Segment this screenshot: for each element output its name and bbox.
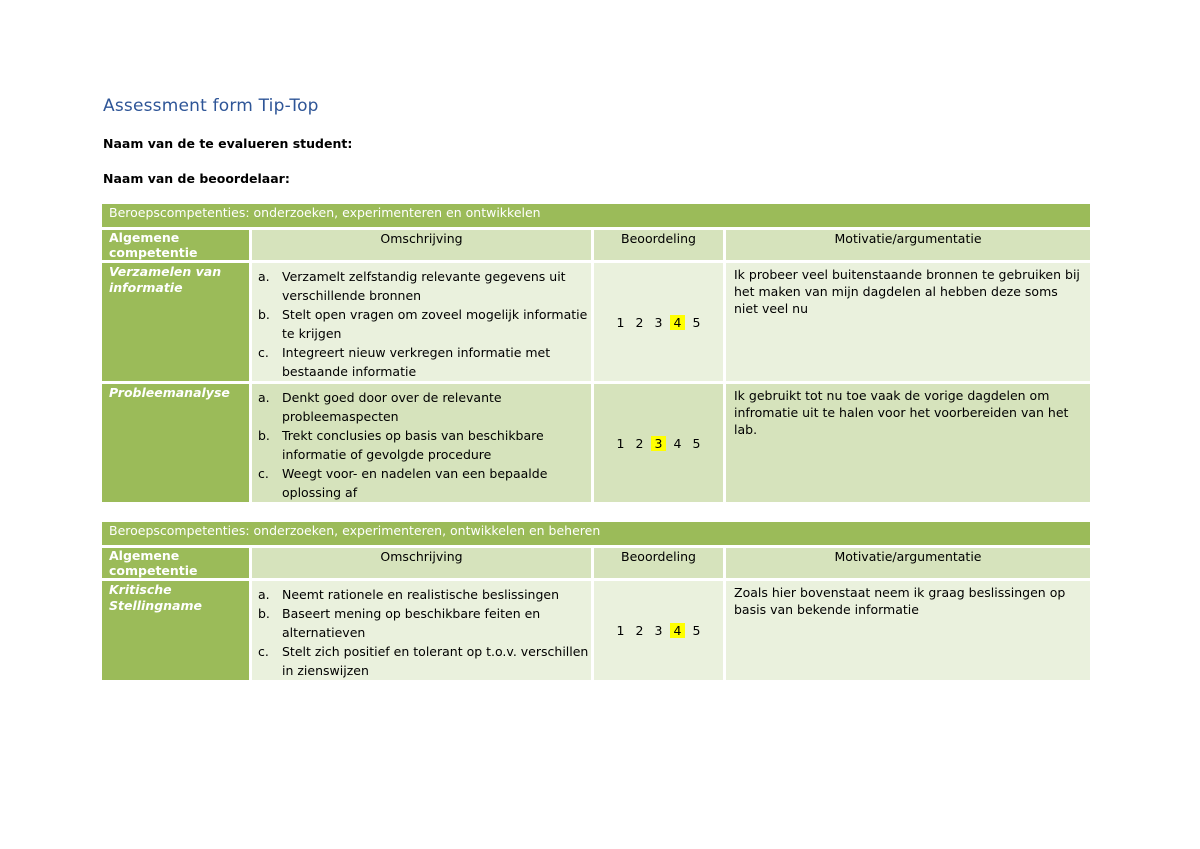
- motivation-text: Zoals hier bovenstaat neem ik graag beslissingen op basis van bekende informatie: [726, 581, 1090, 680]
- list-item: b. Trekt conclusies op basis van beschikbare informatie of gevolgde procedure: [258, 428, 544, 462]
- rating-option-selected: 3: [651, 436, 666, 451]
- competence-name: Verzamelen van informatie: [102, 263, 252, 384]
- rating-scale: [594, 384, 726, 502]
- page-title: Assessment form Tip-Top: [103, 96, 319, 116]
- table-row: [102, 581, 1090, 680]
- section-title: Beroepscompetenties: onderzoeken, experimenteren en ontwikkelen: [102, 204, 1090, 230]
- header-description: Omschrijving: [252, 548, 594, 581]
- rating-option-selected: 4: [670, 623, 685, 638]
- description-list: [252, 581, 594, 680]
- list-item: a. Neemt rationele en realistische beslissingen: [258, 587, 560, 602]
- rating-option: 2: [635, 623, 644, 638]
- rating-option: 4: [673, 435, 682, 451]
- rating-option: 3: [654, 314, 663, 330]
- section-title: Beroepscompetenties: onderzoeken, experimenteren, ontwikkelen en beheren: [102, 522, 1090, 548]
- description-list: [252, 384, 594, 502]
- rating-option: 5: [692, 435, 701, 451]
- rating-option: 5: [692, 623, 701, 638]
- assessor-name-label: Naam van de beoordelaar:: [103, 171, 290, 186]
- list-item: a. Verzamelt zelfstandig relevante gegevens uit verschillende bronnen: [258, 269, 566, 303]
- rating-scale: [594, 263, 726, 384]
- list-item: c. Stelt zich positief en tolerant op t.o.v. verschillen in zienswijzen: [258, 644, 589, 678]
- list-item: b. Baseert mening op beschikbare feiten en alternatieven: [258, 606, 541, 640]
- rating-option-selected: 4: [670, 315, 685, 330]
- header-motivation: Motivatie/argumentatie: [726, 230, 1090, 263]
- header-rating: Beoordeling: [594, 548, 726, 581]
- rating-scale: [594, 581, 726, 680]
- rating-option: 2: [635, 435, 644, 451]
- rating-option: 1: [616, 623, 625, 638]
- student-name-label: Naam van de te evalueren student:: [103, 136, 353, 151]
- list-item: c. Weegt voor- en nadelen van een bepaalde oplossing af: [258, 466, 548, 500]
- motivation-text: Ik probeer veel buitenstaande bronnen te gebruiken bij het maken van mijn dagdelen al hebben deze soms niet veel nu: [726, 263, 1090, 384]
- header-rating: Beoordeling: [594, 230, 726, 263]
- competence-table-2: [102, 522, 1090, 680]
- rating-option: 5: [692, 314, 701, 330]
- competence-name: Kritische Stellingname: [102, 581, 252, 680]
- table-row: [102, 384, 1090, 502]
- rating-option: 2: [635, 314, 644, 330]
- motivation-text: Ik gebruikt tot nu toe vaak de vorige dagdelen om infromatie uit te halen voor het voorbereiden van het lab.: [726, 384, 1090, 502]
- list-item: a. Denkt goed door over de relevante probleemaspecten: [258, 390, 502, 424]
- table-row: [102, 263, 1090, 384]
- rating-option: 1: [616, 314, 625, 330]
- header-competence: Algemene competentie: [102, 548, 252, 581]
- header-competence: Algemene competentie: [102, 230, 252, 263]
- list-item: c. Integreert nieuw verkregen informatie met bestaande informatie: [258, 345, 551, 379]
- header-motivation: Motivatie/argumentatie: [726, 548, 1090, 581]
- competence-table-1: [102, 204, 1090, 502]
- header-description: Omschrijving: [252, 230, 594, 263]
- rating-option: 1: [616, 435, 625, 451]
- competence-name: Probleemanalyse: [102, 384, 252, 502]
- rating-option: 3: [654, 623, 663, 638]
- list-item: b. Stelt open vragen om zoveel mogelijk informatie te krijgen: [258, 307, 588, 341]
- description-list: [252, 263, 594, 384]
